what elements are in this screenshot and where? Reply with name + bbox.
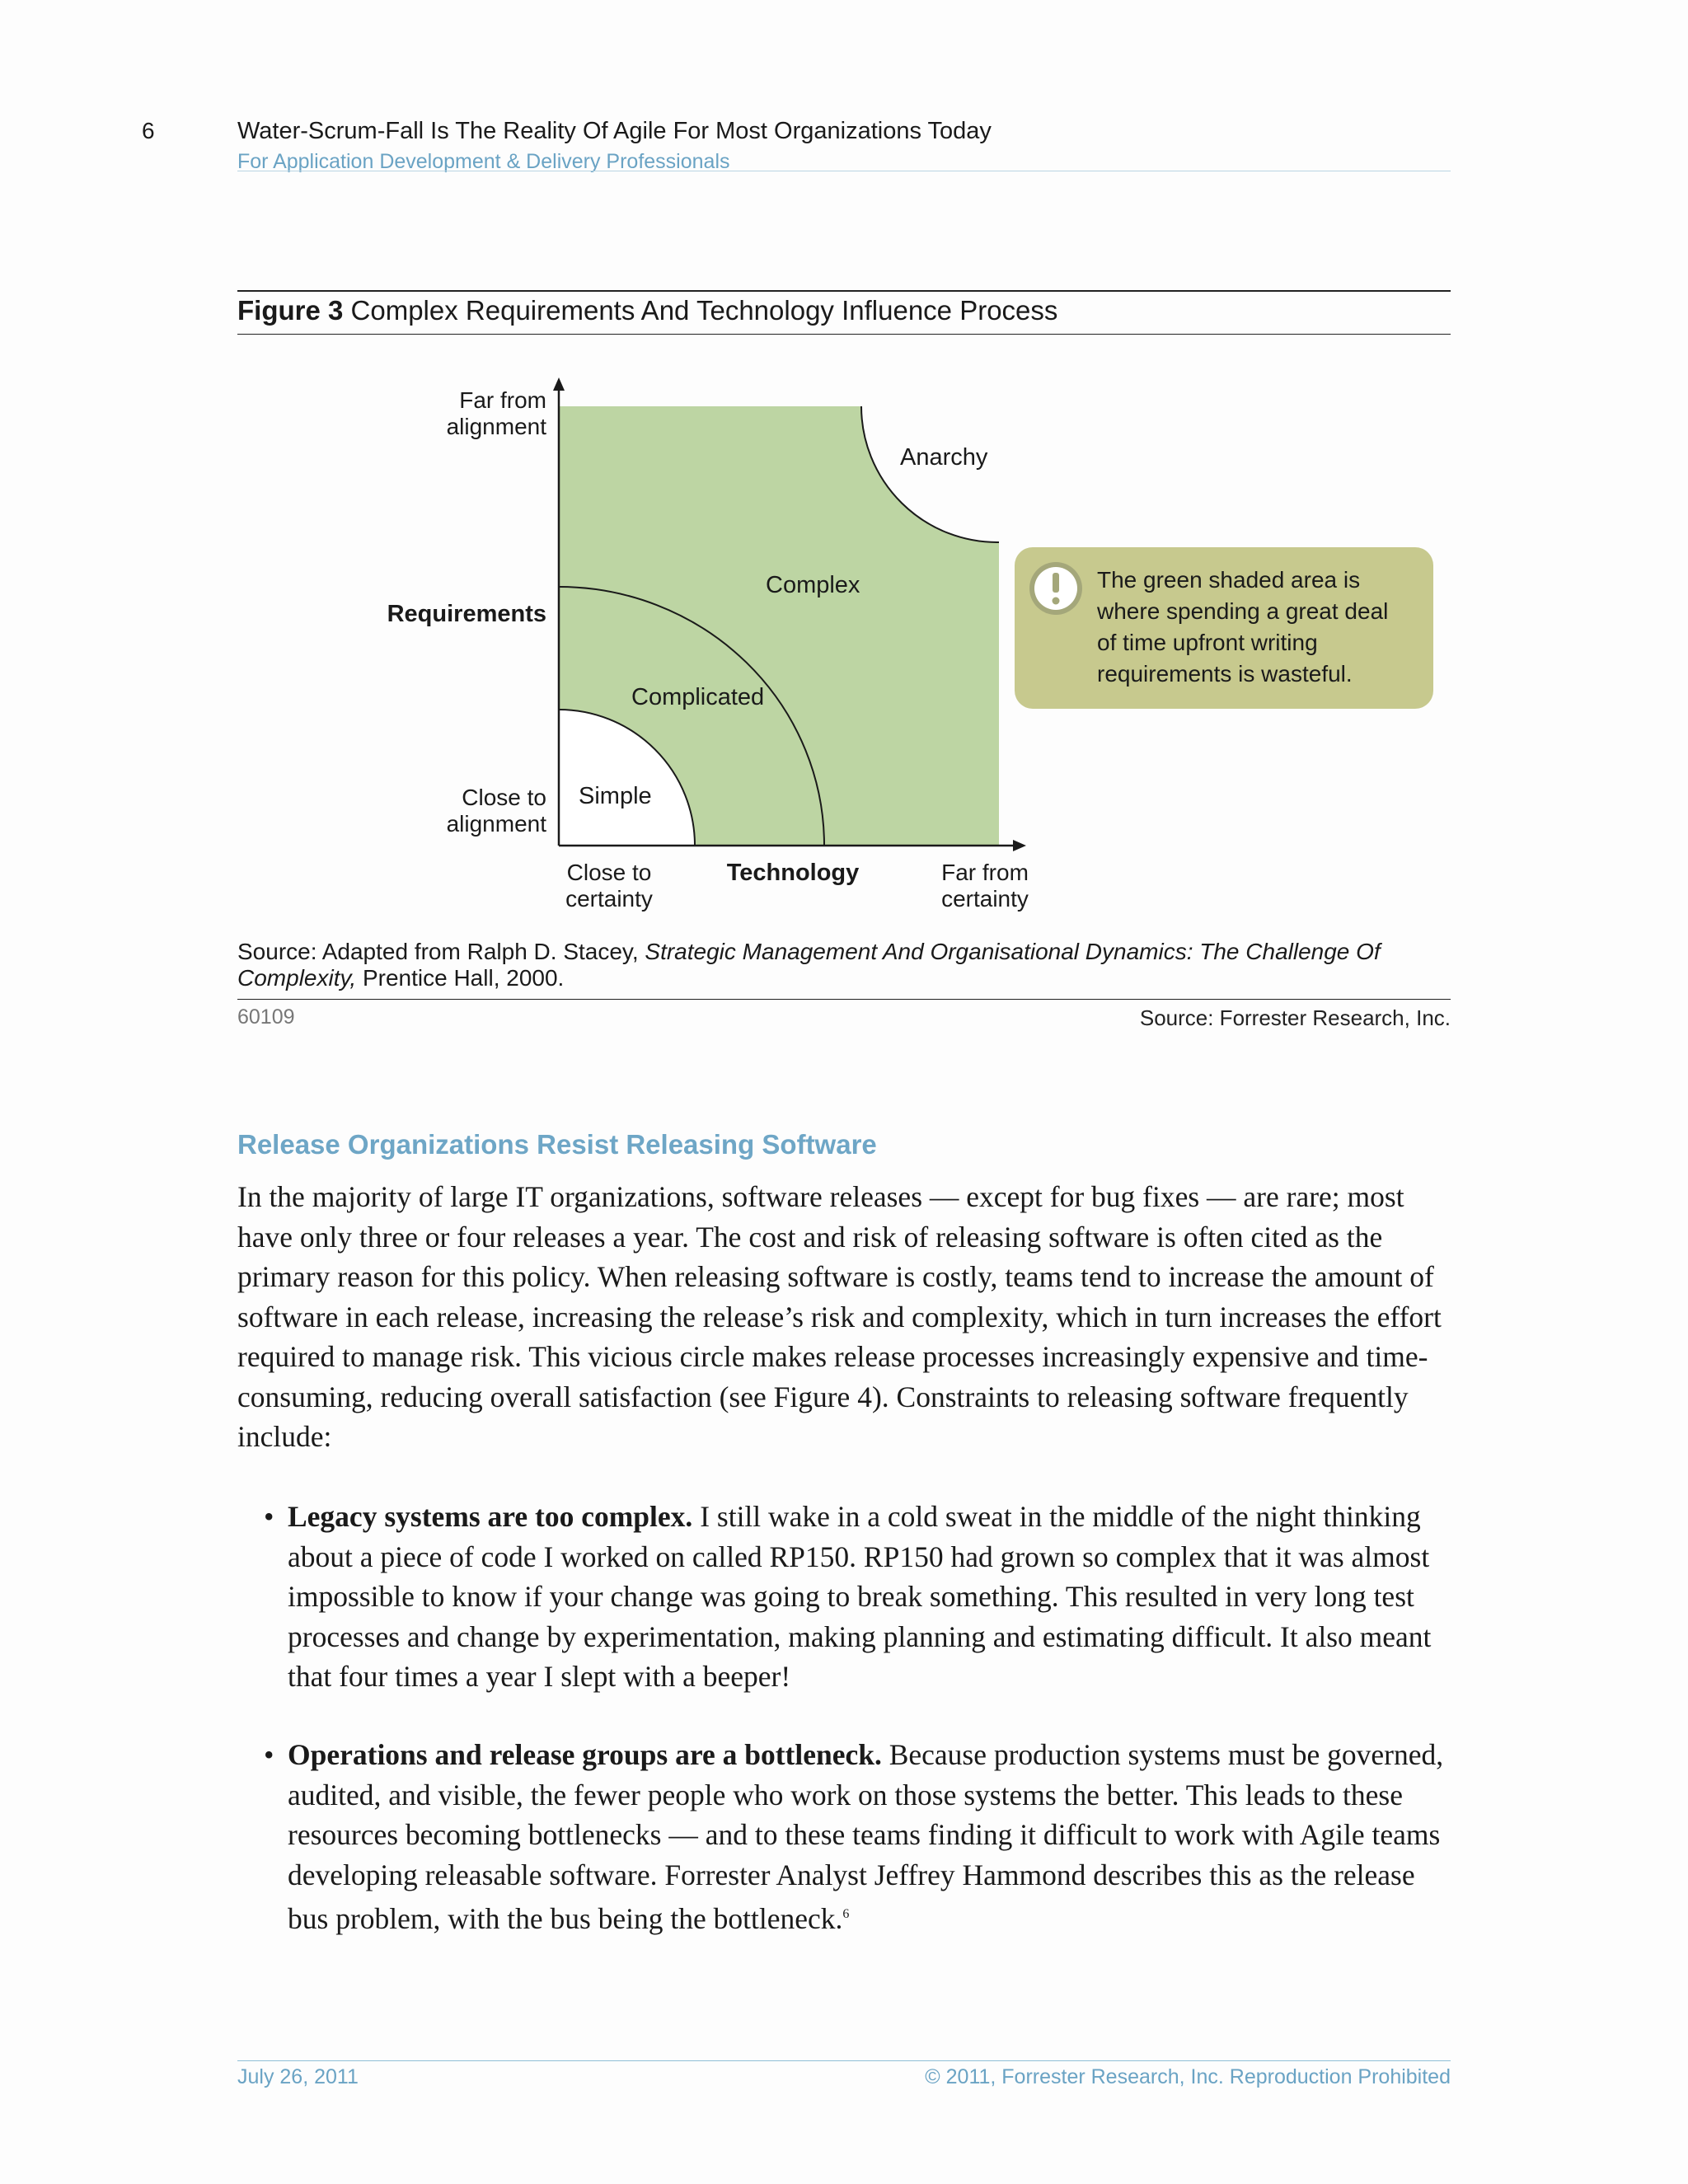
figure-label: Figure 3 — [237, 295, 344, 326]
y-bottom-label-1: Close to — [462, 785, 546, 810]
document-subtitle: For Application Development & Delivery Professionals — [237, 150, 730, 173]
figure-caption-text: Complex Requirements And Technology Influence Process — [350, 295, 1058, 326]
exclamation-icon — [1029, 562, 1082, 615]
region-complicated: Complicated — [631, 684, 765, 710]
body-paragraph: In the majority of large IT organizations, software releases — except for bug fixes — are rare; most have only three or four releases a year. The cost and risk of releasing software is often cited as the primary reason for this policy. When releasing software is costly, teams tend to increase the amount of software in each release, increasing the release’s risk and complexity, which in turn increases the effort required to manage risk. This vicious circle makes release processes increasingly expensive and time-consuming, reducing overall satisfaction (see Figure 4). Constraints to releasing software frequently include: — [237, 1180, 1442, 1453]
footer-date: July 26, 2011 — [237, 2065, 359, 2088]
figure-bottom-rule — [237, 999, 1451, 1000]
callout-line-1: The green shaded area is — [1097, 567, 1361, 593]
x-right-label-1: Far from — [941, 860, 1029, 885]
footer-rule — [237, 2060, 1451, 2061]
figure-id: 60109 — [237, 1005, 295, 1029]
x-left-label-2: certainty — [565, 886, 653, 912]
section-heading: Release Organizations Resist Releasing Software — [237, 1129, 877, 1160]
y-top-label-1: Far from — [459, 387, 546, 413]
callout-line-2: where spending a great deal — [1097, 598, 1389, 624]
region-complex: Complex — [766, 572, 860, 598]
figure-source-prefix: Source: Adapted from Ralph D. Stacey, — [237, 939, 645, 964]
y-axis-title: Requirements — [387, 601, 546, 627]
footer-copyright: © 2011, Forrester Research, Inc. Reproduction Prohibited — [925, 2065, 1451, 2088]
x-left-label-1: Close to — [566, 860, 652, 885]
footnote-marker[interactable]: 6 — [842, 1907, 850, 1921]
stacey-matrix-diagram — [0, 0, 1688, 931]
figure-source — [237, 939, 1441, 991]
page-number: 6 — [142, 118, 155, 143]
bullet-lead: Operations and release groups are a bottleneck. — [288, 1738, 882, 1771]
y-axis-arrow-icon — [553, 377, 565, 391]
document-title: Water-Scrum-Fall Is The Reality Of Agile For Most Organizations Today — [237, 118, 992, 144]
bullet-text: I still wake in a cold sweat in the middle of the night thinking about a piece of code I worked on called RP150. RP150 had grown so complex that it was almost impossible to know if your change was going to break something. This resulted in very long test processes and change by experimentation, making planning and estimating difficult. It also meant that four times a year I slept with a beeper! — [288, 1500, 1432, 1693]
callout-line-3: of time upfront writing — [1097, 630, 1318, 655]
callout-line-4: requirements is wasteful. — [1097, 661, 1353, 687]
bullet-lead: Legacy systems are too complex. — [288, 1500, 693, 1533]
bullet-item-operations — [264, 1735, 1451, 1938]
region-anarchy: Anarchy — [900, 444, 988, 471]
bullet-text: Because production systems must be governed, audited, and visible, the fewer people who work on those systems the better. This leads to these resources becoming bottlenecks — and to these teams finding it difficult to work with Agile teams developing releasable software. Forrester Analyst Jeffrey Hammond describes this as the release bus problem, with the bus being the bottleneck. — [288, 1738, 1444, 1935]
x-axis-arrow-icon — [1013, 840, 1026, 851]
x-right-label-2: certainty — [941, 886, 1029, 912]
figure-source-suffix: Prentice Hall, 2000. — [356, 965, 565, 991]
bullet-dot-icon: • — [264, 1738, 274, 1771]
x-axis-title: Technology — [726, 860, 860, 886]
bullet-dot-icon: • — [264, 1500, 274, 1533]
bullet-item-legacy — [264, 1497, 1451, 1697]
region-simple: Simple — [579, 783, 652, 809]
y-top-label-2: alignment — [446, 414, 546, 439]
figure-source-title: Strategic Management And Organisational Dynamics: The Challenge Of Complexity, — [237, 939, 1381, 991]
figure-credit: Source: Forrester Research, Inc. — [1139, 1005, 1451, 1030]
y-bottom-label-2: alignment — [446, 811, 546, 837]
